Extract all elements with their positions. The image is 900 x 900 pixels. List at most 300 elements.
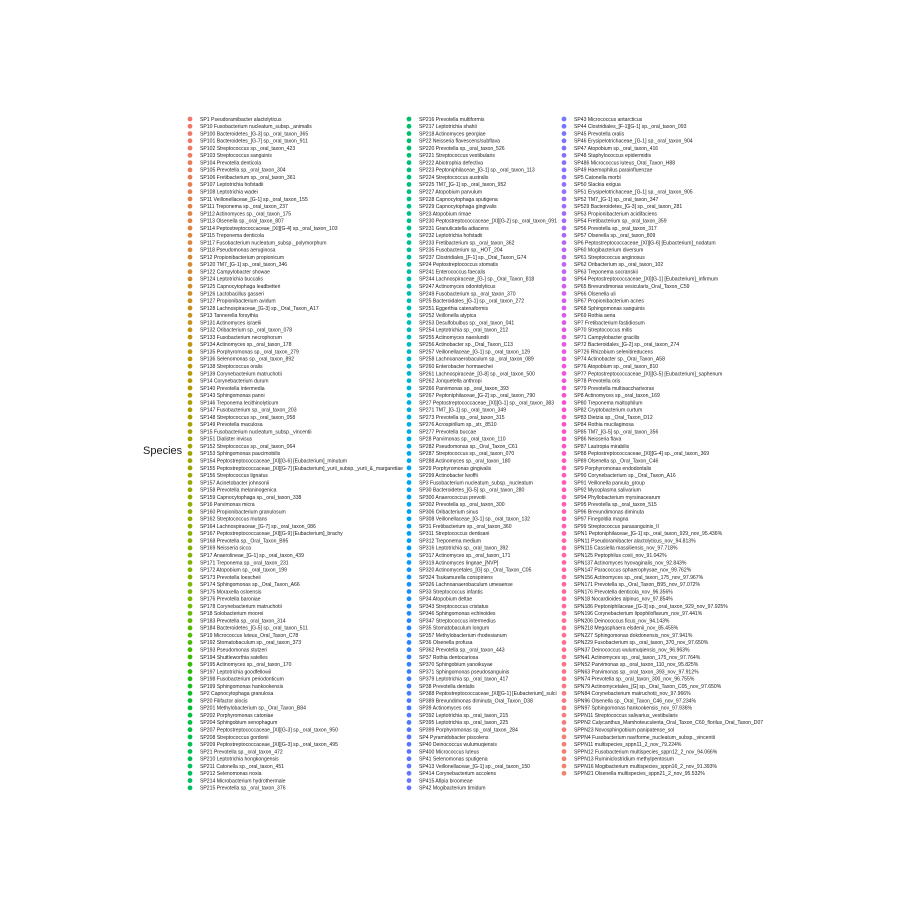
- legend-label: SP112 Actinomyces sp._oral_taxon_175: [200, 211, 292, 218]
- legend-label: SP102 Streptococcus sp._oral_taxon_423: [200, 145, 296, 152]
- legend-label: SP78 Prevotella oris: [574, 378, 621, 385]
- legend-label: SP15 Fusobacterium nucleatum_subsp._vincentii: [200, 429, 312, 436]
- legend-label: SPN1 Peptoniphilaceae_[G-1] sp._oral_taxon_929_nov_95.436%: [574, 531, 723, 538]
- legend-key: [188, 662, 193, 667]
- legend-key: [562, 458, 567, 463]
- legend-key: [407, 495, 412, 500]
- legend-label: SP12 Propionibacterium propionicum: [200, 254, 285, 261]
- legend-key: [188, 727, 193, 732]
- legend-key: [188, 146, 193, 151]
- legend-key: [407, 204, 412, 209]
- legend-label: SP158 Prevotella melaninogenica: [200, 487, 277, 494]
- legend-label: SP317 Actinomyces sp._oral_taxon_171: [419, 553, 511, 559]
- legend-label: SP201 Methylobacterium sp._Oral_Taxon_B84: [200, 705, 306, 712]
- legend-key: [188, 778, 193, 783]
- legend-key: [188, 596, 193, 601]
- legend-key: [407, 436, 412, 441]
- legend-label: SP136 Selenomonas sp._oral_taxon_892: [200, 356, 295, 363]
- legend-label: SP2 Capnocytophaga granulosa: [200, 691, 274, 698]
- legend-key: [407, 764, 412, 769]
- legend-key: [562, 160, 567, 165]
- legend-label: SPN176 Prevotella denticola_nov_96.356%: [574, 589, 673, 596]
- legend-key: [407, 444, 412, 449]
- legend-label: SP85 TM7_[G-5] sp._oral_taxon_356: [574, 429, 659, 436]
- legend-label: SP125 Capnocytophaga leadbetteri: [200, 284, 281, 291]
- legend-key: [562, 698, 567, 703]
- legend-key: [562, 378, 567, 383]
- legend-label: SP66 Olsenella uli: [574, 291, 616, 298]
- legend-key: [407, 364, 412, 369]
- legend-key: [188, 633, 193, 638]
- legend-key: [562, 502, 567, 507]
- legend-key: [188, 647, 193, 652]
- legend-label: SP80 Treponema maltophilum: [574, 400, 643, 407]
- legend-label: SPN147 Paracoccus sphaerophysae_nov_99.762%: [574, 567, 692, 574]
- legend-key: [407, 160, 412, 165]
- legend-key: [407, 175, 412, 180]
- legend-label: SP320 Actinomycetales_[G] sp._Oral_Taxon_C05: [419, 567, 532, 574]
- legend-label: SP127 Propionibacterium avidum: [200, 298, 276, 305]
- legend-key: [188, 684, 193, 689]
- legend-key: [188, 582, 193, 587]
- legend-key: [562, 262, 567, 267]
- legend-key: [407, 749, 412, 754]
- legend-label: SP108 Leptotrichia wadei: [200, 189, 258, 196]
- legend-label: SP168 Prevotella sp._Oral_Taxon_B95: [200, 538, 289, 545]
- legend-key: [562, 727, 567, 732]
- legend-label: SP357 Methylobacterium rhodesianum: [419, 632, 507, 639]
- legend-key: [562, 764, 567, 769]
- legend-label: SP392 Leptotrichia sp._oral_taxon_215: [419, 712, 509, 719]
- legend-label: SP114 Peptostreptococcaceae_[XI][G-4] sp._oral_taxon_103: [200, 225, 338, 232]
- legend-label: SP146 Treponema lecithinolyticum: [200, 400, 279, 407]
- legend-label: SP30 Bacteroidetes_[G-5] sp._oral_taxon_280: [419, 487, 525, 494]
- legend-label: SP256 Actinobacter sp._Oral_Taxon_C13: [419, 342, 514, 349]
- legend-label: SP5 Catonella morbi: [574, 174, 621, 181]
- legend-label: SP96 Brevundimonas diminuta: [574, 509, 644, 516]
- legend-key: [562, 495, 567, 500]
- legend-key: [188, 560, 193, 565]
- legend-label: SP50 Slackia exigua: [574, 182, 621, 189]
- legend-key: [407, 138, 412, 143]
- legend-label: SP104 Prevotella denticola: [200, 160, 262, 167]
- legend-key: [407, 626, 412, 631]
- legend-key: [188, 124, 193, 129]
- legend-label: SP22 Neisseria flavescens/subflava: [419, 138, 500, 145]
- legend-label: SP212 Selenomonas noxia: [200, 771, 262, 778]
- legend-label: SP68 Sphingomonas sanguinis: [574, 305, 645, 312]
- legend-key: [562, 466, 567, 471]
- legend-key: [188, 226, 193, 231]
- legend-label: SPN227 Sphingomonas dokdonensis_nov_97.941%: [574, 632, 693, 639]
- legend-label: SPN11 Pseudoramibacter alactolyticus_nov_94.813%: [574, 538, 696, 545]
- legend-label: SP118 Pseudomonas aeruginosa: [200, 247, 276, 254]
- legend-key: [407, 131, 412, 136]
- legend-key: [562, 153, 567, 158]
- legend-label: SP48 Staphylococcus epidermidis: [574, 153, 652, 160]
- legend-label: SP249 Fusobacterium sp._oral_taxon_370: [419, 291, 516, 298]
- legend-label: SPN37 Deinococcus wulumuqiensis_nov_96.963%: [574, 647, 690, 654]
- legend-title: Species: [143, 445, 183, 457]
- legend-label: SP273 Prevotella sp._oral_taxon_315: [419, 414, 505, 421]
- legend-label: SP149 Prevotella maculosa: [200, 422, 263, 429]
- legend-label: SP169 Neisseria sicca: [200, 545, 251, 552]
- legend-label: SP224 Streptococcus australis: [419, 174, 489, 181]
- legend-key: [188, 335, 193, 340]
- legend-key: [562, 284, 567, 289]
- legend-key: [188, 117, 193, 122]
- legend-label: SP63 Treponema socranskii: [574, 269, 638, 276]
- legend-label: SP216 Prevotella multiformis: [419, 116, 485, 123]
- legend-key: [407, 357, 412, 362]
- legend-key: [562, 451, 567, 456]
- legend-label: SP157 Acinetobacter johnsonii: [200, 480, 270, 487]
- legend-key: [188, 422, 193, 427]
- legend-key: [188, 524, 193, 529]
- legend-label: SP132 Oribacterium sp._oral_taxon_078: [200, 327, 293, 334]
- legend-label: SP9 Porphyromonas endodontalis: [574, 465, 652, 472]
- legend-label: SP45 Prevotella oralis: [574, 131, 625, 138]
- legend-label: SPPN21 Olsenella multispecies_sppn21_2_nov_95.532%: [574, 771, 705, 778]
- legend-key: [407, 647, 412, 652]
- legend-key: [188, 436, 193, 441]
- legend-label: SP3 Fusobacterium nucleatum_subsp._nucleatum: [419, 480, 533, 487]
- legend-label: SP199 Sphingomonas hankookensis: [200, 683, 284, 690]
- legend-key: [188, 553, 193, 558]
- legend-key: [562, 596, 567, 601]
- legend-label: SP287 Streptococcus sp._oral_taxon_070: [419, 451, 515, 458]
- legend-label: SP11 Veillonellaceae_[G-1] sp._oral_taxon_155: [200, 196, 308, 203]
- legend-label: SP262 Jonquetella anthropi: [419, 378, 482, 385]
- legend-label: SP371 Sphingomonas pseudosanguinis: [419, 669, 510, 676]
- legend-key: [188, 466, 193, 471]
- legend-label: SP214 Microbacterium hydrothermale: [200, 778, 286, 785]
- legend-key: [188, 764, 193, 769]
- legend-label: SP260 Enterobacter hormaechei: [419, 363, 493, 370]
- legend-key: [562, 429, 567, 434]
- legend-key: [407, 284, 412, 289]
- legend-label: SP1 Pseudoramibacter alactolyticus: [200, 116, 282, 123]
- legend-key: [188, 567, 193, 572]
- legend-key: [188, 269, 193, 274]
- legend-label: SP306 Oribacterium sinus: [419, 509, 479, 516]
- legend-key: [407, 655, 412, 660]
- legend-label: SP218 Actinomyces georgiae: [419, 131, 486, 138]
- legend-label: SPN84 Corynebacterium matruchotii_nov_97.966%: [574, 691, 691, 698]
- legend-key: [562, 167, 567, 172]
- legend-key: [407, 662, 412, 667]
- legend-key: [407, 277, 412, 282]
- legend-label: SP174 Sphingomonas sp._Oral_Taxon_A66: [200, 582, 300, 589]
- legend-label: SP6 Peptostreptococcaceae_[XI][G-6] [Eubacterium]_nodatum: [574, 240, 716, 247]
- legend-key: [407, 509, 412, 514]
- legend-key: [562, 567, 567, 572]
- legend-key: [188, 575, 193, 580]
- legend-label: SP82 Cryptobacterium curtum: [574, 407, 643, 414]
- legend-key: [407, 167, 412, 172]
- legend-key: [407, 727, 412, 732]
- legend-key: [188, 669, 193, 674]
- legend-key: [407, 553, 412, 558]
- legend-key: [407, 669, 412, 674]
- legend-label: SP244 Lachnospiraceae_[G-] sp._Oral_Taxon_818: [419, 276, 535, 283]
- legend-label: SP233 Fretibacterium sp._oral_taxon_362: [419, 240, 515, 247]
- legend-key: [407, 473, 412, 478]
- legend-key: [188, 509, 193, 514]
- legend-label: SP237 Clostridiales_[F-1] sp._Oral_Taxon_G74: [419, 254, 527, 261]
- legend-key: [407, 546, 412, 551]
- legend-key: [562, 771, 567, 776]
- legend-label: SP326 Lachnoanaerobaculum umeaense: [419, 582, 513, 589]
- legend-key: [407, 684, 412, 689]
- legend-label: SP222 Abiotrophia defectiva: [419, 160, 483, 167]
- legend-key: [562, 669, 567, 674]
- legend-label: SP16 Parvimonas micra: [200, 502, 255, 509]
- legend-key: [562, 633, 567, 638]
- legend-label: SP76 Atopobium sp._oral_taxon_810: [574, 363, 659, 370]
- legend-key: [562, 298, 567, 303]
- legend-key: [562, 735, 567, 740]
- legend-label: SP8 Actinomyces sp._oral_taxon_169: [574, 393, 660, 400]
- legend-key: [407, 211, 412, 216]
- legend-label: SP106 Fretibacterium sp._oral_taxon_361: [200, 174, 296, 181]
- legend-label: SP247 Actinomyces odontolyticus: [419, 284, 496, 291]
- legend-label: SP221 Streptococcus vestibularis: [419, 153, 495, 160]
- legend-key: [407, 153, 412, 158]
- legend-label: SPPN11 multispecies_sppn11_2_nov_79.224%: [574, 742, 682, 749]
- legend-key: [407, 582, 412, 587]
- legend-label: SP94 Phyllobacterium myrsinacearum: [574, 494, 661, 501]
- legend-key: [562, 487, 567, 492]
- legend-key: [562, 444, 567, 449]
- legend-label: SP122 Campylobacter showae: [200, 269, 270, 276]
- legend-label: SPN186 Peptoniphilaceae_[G-3] sp._oral_taxon_929_nov_97.925%: [574, 603, 728, 610]
- legend-key: [407, 771, 412, 776]
- legend-label: SP69 Rothia aeria: [574, 313, 616, 320]
- legend-key: [407, 342, 412, 347]
- legend-key: [407, 502, 412, 507]
- legend-label: SP47 Atopobium sp._oral_taxon_416: [574, 145, 659, 152]
- legend-label: SP113 Olsenella sp._oral_taxon_807: [200, 218, 284, 225]
- legend-label: SP95 Prevotella sp._oral_taxon_515: [574, 502, 657, 509]
- legend-key: [188, 640, 193, 645]
- legend-key: [407, 298, 412, 303]
- legend-key: [188, 357, 193, 362]
- legend-key: [562, 749, 567, 754]
- legend-key: [562, 691, 567, 696]
- legend-label: SP176 Prevotella baroniae: [200, 596, 261, 603]
- legend-label: SP148 Streptococcus sp._oral_taxon_058: [200, 414, 296, 421]
- legend-label: SP18 Solobacterium moorei: [200, 611, 264, 618]
- legend-label: SP13 Tannerella forsythia: [200, 313, 258, 320]
- legend-key: [407, 618, 412, 623]
- legend-key: [562, 124, 567, 129]
- legend-key: [562, 531, 567, 536]
- legend-key: [188, 240, 193, 245]
- legend-label: SP167 Peptostreptococcaceae_[XI][G-9] [Eubacterium]_brachy: [200, 531, 343, 538]
- legend-label: SP105 Prevotella sp._oral_taxon_304: [200, 167, 286, 174]
- legend-label: SP31 Fretibacterium sp._oral_taxon_360: [419, 523, 512, 530]
- legend-label: SP139 Corynebacterium matruchotii: [200, 371, 282, 378]
- legend-label: SP72 Bacteroidales_[G-2] sp._oral_taxon_274: [574, 342, 680, 349]
- legend-label: SP271 TM7_[G-1] sp._oral_taxon_349: [419, 407, 507, 414]
- legend-label: SP19 Micrococcus luteus_Oral_Taxon_C78: [200, 632, 299, 639]
- legend-key: [562, 138, 567, 143]
- legend-key: [407, 633, 412, 638]
- legend-label: SP726 Rhizobium selenitireducens: [574, 349, 653, 356]
- legend-key: [562, 204, 567, 209]
- legend-label: SP97 Finegoldia magna: [574, 516, 629, 523]
- legend-label: SP34 Atopobium deltae: [419, 596, 473, 603]
- legend-key: [562, 226, 567, 231]
- legend-label: SP60 Mogibacterium diversum: [574, 247, 644, 254]
- legend-label: SP65 Brevundimonas vesicularis_Oral_Taxon_C59: [574, 284, 690, 291]
- legend-key: [562, 342, 567, 347]
- legend-label: SP25 Bacteroidales_[G-1] sp._oral_taxon_272: [419, 298, 525, 305]
- legend-key: [188, 546, 193, 551]
- legend-label: SP251 Eggerthia catenaformis: [419, 305, 489, 312]
- legend-key: [562, 626, 567, 631]
- legend-label: SP276 Acrospirillum sp._str._8510: [419, 422, 497, 429]
- legend-key: [407, 233, 412, 238]
- legend-key: [562, 582, 567, 587]
- legend-key: [188, 495, 193, 500]
- legend-key: [562, 553, 567, 558]
- legend-label: SP128 Lachnospiraceae_[G-3] sp._Oral_Taxon_A17: [200, 305, 319, 312]
- legend-label: SP107 Leptotrichia hofstadii: [200, 182, 264, 189]
- legend-key: [407, 327, 412, 332]
- legend-label: SP255 Actinomyces naeslundii: [419, 334, 489, 341]
- legend-label: SPN218 Megasphaera elsdenii_nov_85.455%: [574, 625, 679, 632]
- legend-key: [188, 182, 193, 187]
- legend-key: [188, 749, 193, 754]
- legend-key: [188, 611, 193, 616]
- legend-label: SP79 Prevotella multisaccharivorax: [574, 385, 655, 392]
- legend-key: [407, 182, 412, 187]
- legend-key: [188, 487, 193, 492]
- legend-label: SP159 Capnocytophaga sp._oral_taxon_338: [200, 494, 302, 501]
- legend-label: SP184 Bacteroidetes_[G-5] sp._oral_taxon_511: [200, 625, 308, 632]
- legend-key: [562, 516, 567, 521]
- legend-label: SP87 Lautropia mirabilis: [574, 443, 630, 450]
- legend-label: SP388 Peptostreptococcaceae_[XI][G-1] [Eubacterium]_sulci: [419, 691, 557, 698]
- legend-label: SPN229 Fusobacterium sp._oral_taxon_370_nov_97.650%: [574, 640, 709, 647]
- legend-key: [188, 204, 193, 209]
- legend-label: SP389 Brevundimonas diminuta_Oral_Taxon_D38: [419, 698, 533, 705]
- legend-key: [562, 357, 567, 362]
- legend-key: [188, 502, 193, 507]
- legend-label: SP101 Bacteroidetes_[G-7] sp._oral_taxon_911: [200, 138, 308, 145]
- legend-label: SP413 Veillonellaceae_[G-1] sp._oral_taxon_150: [419, 763, 531, 770]
- legend-label: SP312 Treponema medium: [419, 538, 482, 545]
- legend-label: SPPN11 Streptococcus salivarius_vestibularis: [574, 712, 678, 719]
- legend-label: SP164 Lachnospiraceae_[G-7] sp._oral_taxon_086: [200, 523, 316, 530]
- legend-key: [188, 197, 193, 202]
- legend-label: SP126 Lactobacillus gasseri: [200, 291, 264, 298]
- legend-label: SP100 Bacteroidetes_[G-3] sp._oral_taxon_365: [200, 131, 309, 138]
- legend-key: [562, 269, 567, 274]
- legend-label: SP140 Prevotella intermedia: [200, 385, 265, 392]
- legend-key: [188, 233, 193, 238]
- legend-label: SP23 Atopobium rimae: [419, 211, 472, 218]
- legend-label: SP70 Streptococcus mitis: [574, 327, 633, 334]
- legend-key: [562, 371, 567, 376]
- legend-label: SP252 Veillonella atypica: [419, 313, 477, 320]
- legend-key: [188, 531, 193, 536]
- legend-key: [407, 611, 412, 616]
- legend-key: [562, 407, 567, 412]
- legend-key: [407, 589, 412, 594]
- legend-key: [407, 386, 412, 391]
- legend-key: [407, 451, 412, 456]
- legend-key: [562, 647, 567, 652]
- legend-label: SP220 Prevotella sp._oral_taxon_526: [419, 145, 505, 152]
- legend-key: [562, 189, 567, 194]
- legend-label: SP147 Fusobacterium sp._oral_taxon_203: [200, 407, 297, 414]
- legend-key: [407, 415, 412, 420]
- legend-key: [562, 393, 567, 398]
- legend-key: [562, 436, 567, 441]
- legend-label: SP486 Micrococcus luteus_Oral_Taxon_H88: [574, 160, 676, 167]
- legend-label: SP120 TM7_[G-1] sp._oral_taxon_346: [200, 262, 288, 269]
- legend-label: SP151 Dialister invisus: [200, 436, 253, 443]
- legend-key: [407, 567, 412, 572]
- legend-key: [407, 531, 412, 536]
- legend-key: [407, 422, 412, 427]
- legend-key: [188, 771, 193, 776]
- legend-label: SP44 Clostridiales_[F-1][G-1] sp._oral_taxon_093: [574, 124, 687, 131]
- legend-label: SP138 Streptococcus oralis: [200, 363, 263, 370]
- legend-key: [188, 735, 193, 740]
- legend-key: [188, 255, 193, 260]
- legend-key: [407, 146, 412, 151]
- legend-label: SP77 Peptostreptococcaceae_[XI][G-5] [Eubacterium]_saphenum: [574, 371, 723, 378]
- legend-key: [188, 138, 193, 143]
- legend-label: SP257 Veillonellaceae_[G-1] sp._oral_taxon_129: [419, 349, 531, 356]
- legend-key: [562, 320, 567, 325]
- legend-label: SP299 Actinobacter lwoffii: [419, 473, 478, 480]
- legend-key: [562, 538, 567, 543]
- legend-key: [562, 349, 567, 354]
- legend-label: SP241 Enterococcus faecalis: [419, 269, 486, 276]
- legend-key: [407, 393, 412, 398]
- legend-label: SPN52 Parvimonas sp._oral_taxon_110_nov_95.825%: [574, 662, 699, 669]
- legend-key: [562, 117, 567, 122]
- legend-key: [407, 291, 412, 296]
- legend-label: SPN156 Actinomyces sp._oral_taxon_175_nov_97.967%: [574, 574, 704, 581]
- legend-label: SP143 Sphingomonas panni: [200, 393, 265, 400]
- legend-key: [562, 560, 567, 565]
- legend-label: SP347 Streptococcus intermedius: [419, 618, 496, 625]
- legend-label: SP4 Pyramidobacter piscolens: [419, 734, 489, 741]
- legend-label: SP103 Streptococcus sanguinis: [200, 153, 272, 160]
- legend-label: SP324 Tsukamurella conspiriens: [419, 574, 493, 581]
- legend-key: [188, 175, 193, 180]
- legend-key: [562, 240, 567, 245]
- legend-key: [562, 604, 567, 609]
- legend-key: [562, 233, 567, 238]
- legend-key: [407, 255, 412, 260]
- legend-label: SP89 Olsenella sp._Oral_Taxon_C46: [574, 458, 659, 465]
- legend-label: SP92 Mycoplasma salivarium: [574, 487, 641, 494]
- legend-label: SP133 Fusobacterium necrophorum: [200, 334, 282, 341]
- legend-label: SP288 Actinomyces sp._oral_taxon_180: [419, 458, 511, 465]
- legend-key: [562, 364, 567, 369]
- legend-label: SP193 Pseudomonas stutzeri: [200, 647, 268, 654]
- legend-key: [562, 197, 567, 202]
- legend-key: [407, 306, 412, 311]
- legend-key: [188, 756, 193, 761]
